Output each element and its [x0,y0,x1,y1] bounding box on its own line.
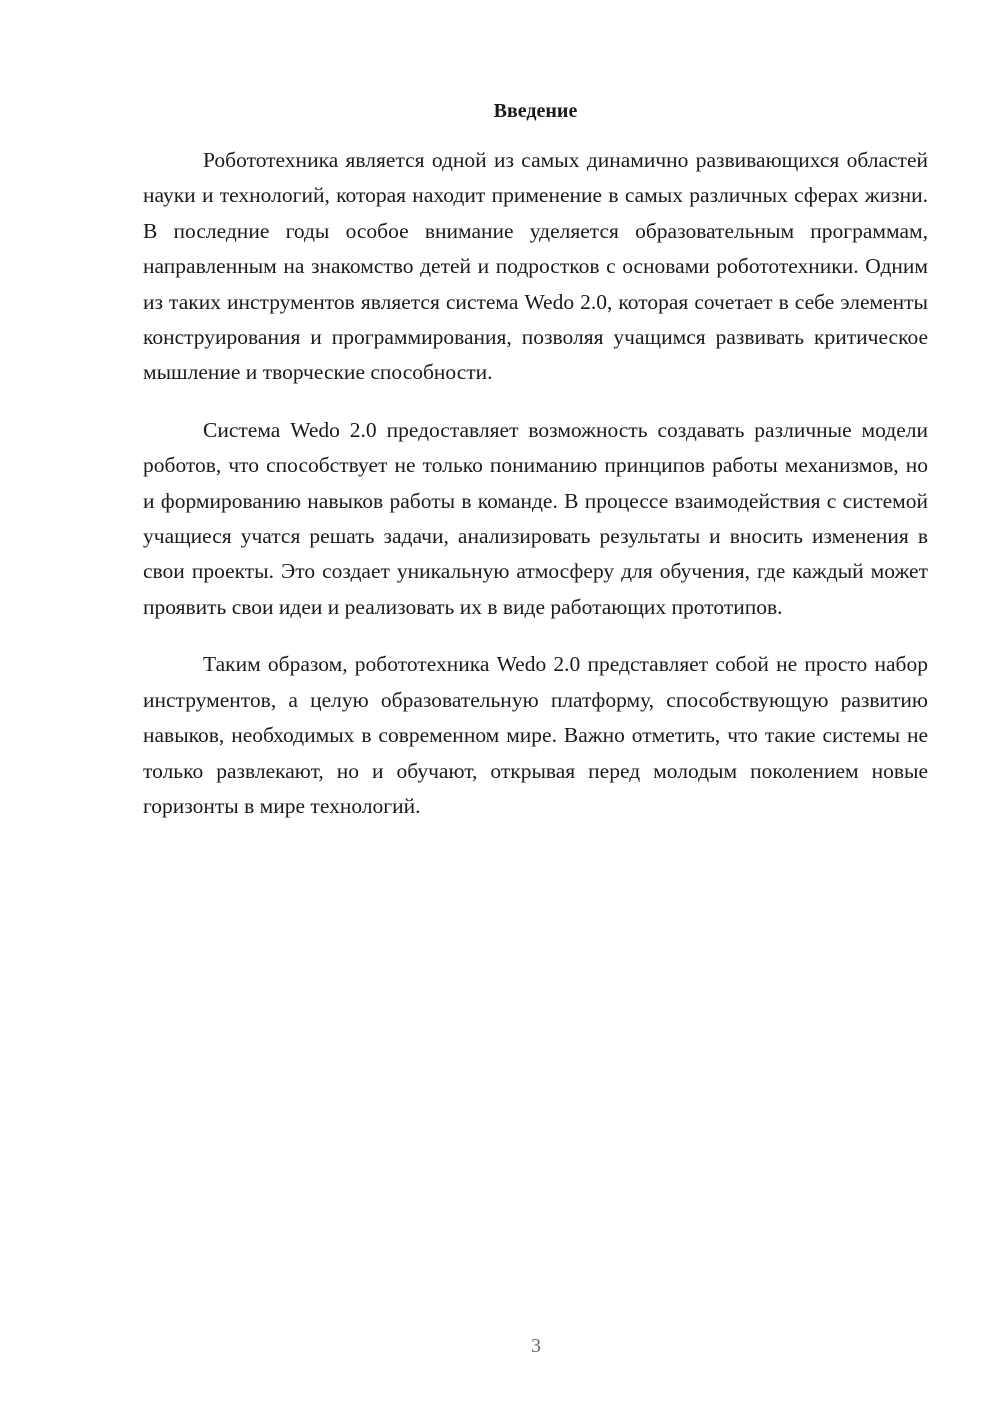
paragraph-system: Система Wedo 2.0 предоставляет возможность создавать различные модели роботов, что способствует не только пониманию принципов работы механизмов, но и формированию навыков работы в команде. В процессе взаимодействия с системой учащиеся учатся решать задачи, анализировать результаты и вносить изменения в свои проекты. Это создает уникальную атмосферу для обучения, где каждый может проявить свои идеи и реализовать их в виде работающих прототипов. [143,417,928,619]
page-number: 3 [531,1335,541,1357]
paragraph-intro: Робототехника является одной из самых динамично развивающихся областей науки и технологий, которая находит применение в самых различных сферах жизни. В последние годы особое внимание уделяется образовательным программам, направленным на знакомство детей и подростков с основами робототехники. Одним из таких инструментов является система Wedo 2.0, которая сочетает в себе элементы конструирования и программирования, позволяя учащимся развивать критическое мышление и творческие способности. [143,148,928,385]
body-text [143,143,928,846]
paragraph-conclusion: Таким образом, робототехника Wedo 2.0 представляет собой не просто набор инструментов, а целую образовательную платформу, способствующую развитию навыков, необходимых в современном мире. Важно отметить, что такие системы не только развлекают, но и обучают, открывая перед молодым поколением новые горизонты в мире технологий. [143,652,928,818]
section-heading: Введение [493,100,578,122]
